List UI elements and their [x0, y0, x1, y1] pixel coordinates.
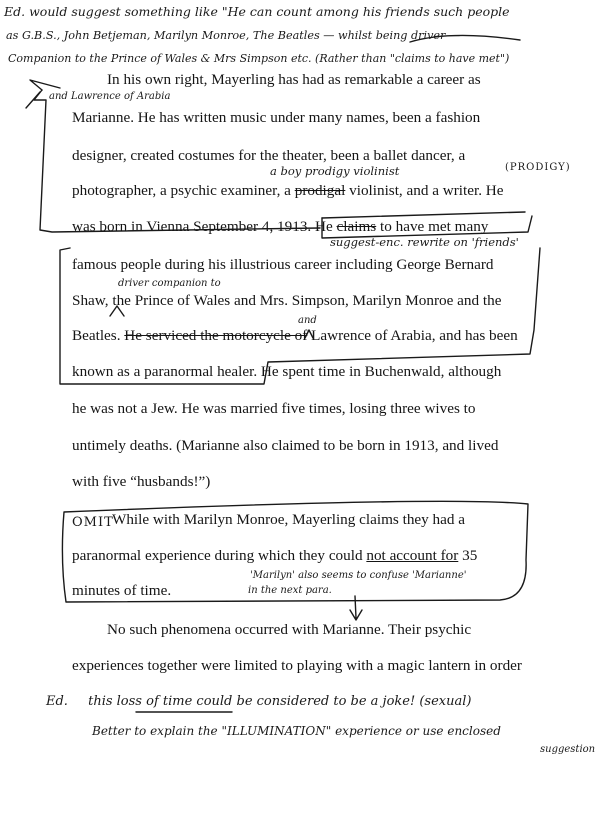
manuscript-line-14: paranormal experience during which they could not account for 35 [72, 547, 478, 564]
margin-note-prodigy: (PRODIGY) [505, 162, 571, 173]
struck-handwritten-lawrence: and Lawrence of Arabia [49, 91, 171, 102]
manuscript-line-15: minutes of time. [72, 582, 172, 599]
box-top [322, 212, 525, 218]
insertion-and: and [298, 315, 317, 326]
editor-note-bottom-text: this loss of time could be considered to be a joke! (sexual) [88, 694, 472, 709]
box-top-right [322, 216, 532, 238]
manuscript-line-3: designer, created costumes for the theater, been a ballet dancer, a [72, 147, 466, 164]
caret-and [305, 330, 313, 338]
arrow-down [350, 596, 362, 620]
bracket-hook-top [30, 80, 60, 90]
suggest-rewrite-note: suggest-enc. rewrite on 'friends' [330, 235, 519, 249]
manuscript-line-5: was born in Vienna September 4, 1913. He claims to have met many [72, 218, 489, 235]
insertion-boy-prodigy: a boy prodigy violinist [270, 164, 400, 178]
manuscript-line-2: Marianne. He has written music under many names, been a fashion [72, 109, 481, 126]
omit-note: OMIT [72, 515, 114, 530]
editor-note-top-line-2: as G.B.S., John Betjeman, Marilyn Monroe, The Beatles — whilst being driver — [6, 29, 461, 42]
manuscript-line-4: photographer, a psychic examiner, a prodigal violinist, and a writer. He [72, 182, 504, 199]
box-body [60, 248, 540, 384]
editor-initials-bottom: Ed. [46, 694, 68, 709]
manuscript-line-16: No such phenomena occurred with Marianne. Their psychic [107, 621, 472, 638]
manuscript-line-7: Shaw, the Prince of Wales and Mrs. Simpson, Marilyn Monroe and the [72, 292, 502, 309]
manuscript-line-12: with five “husbands!”) [72, 473, 211, 490]
editor-initials: Ed. [4, 4, 26, 19]
editor-note-text: would suggest something like "He can count among his friends such people [29, 4, 510, 19]
manuscript-line-9: known as a paranormal healer. He spent time in Buchenwald, although [72, 363, 502, 380]
paragraph-bracket-left [34, 90, 320, 232]
editor-note-bottom-line-2: Better to explain the "ILLUMINATION" experience or use enclosed [92, 724, 501, 738]
manuscript-line-11: untimely deaths. (Marianne also claimed to be born in 1913, and lived [72, 437, 499, 454]
manuscript-line-6: famous people during his illustrious career including George Bernard [72, 256, 494, 273]
manuscript-line-17: experiences together were limited to playing with a magic lantern in order [72, 657, 522, 674]
struck-word-prodigal: prodigal [294, 182, 346, 199]
editor-note-bottom-line-3: suggestion [540, 744, 596, 755]
manuscript-line-13: While with Marilyn Monroe, Mayerling claims they had a [112, 511, 466, 528]
caret-driver [110, 306, 124, 316]
struck-serviced-motorcycle: He serviced the motorcycle of [124, 327, 308, 344]
editor-note-top-line-3: Companion to the Prince of Wales & Mrs Simpson etc. (Rather than "claims to have met") [8, 52, 510, 65]
manuscript-line-10: he was not a Jew. He was married five times, losing three wives to [72, 400, 476, 417]
manuscript-line-1: In his own right, Mayerling has had as remarkable a career as [107, 71, 481, 88]
omit-box [62, 501, 528, 602]
manuscript-line-8: Beatles. He serviced the motorcycle of Lawrence of Arabia, and has been [72, 327, 518, 344]
insertion-driver-companion: driver companion to [118, 278, 221, 289]
underlined-not-account: not account for [366, 547, 459, 564]
top-scribble [410, 35, 520, 42]
marilyn-note-line-1: 'Marilyn' also seems to confuse 'Marianne' [250, 570, 467, 581]
marilyn-note-line-2: in the next para. [248, 585, 332, 596]
struck-word-claims: claims [336, 218, 377, 235]
